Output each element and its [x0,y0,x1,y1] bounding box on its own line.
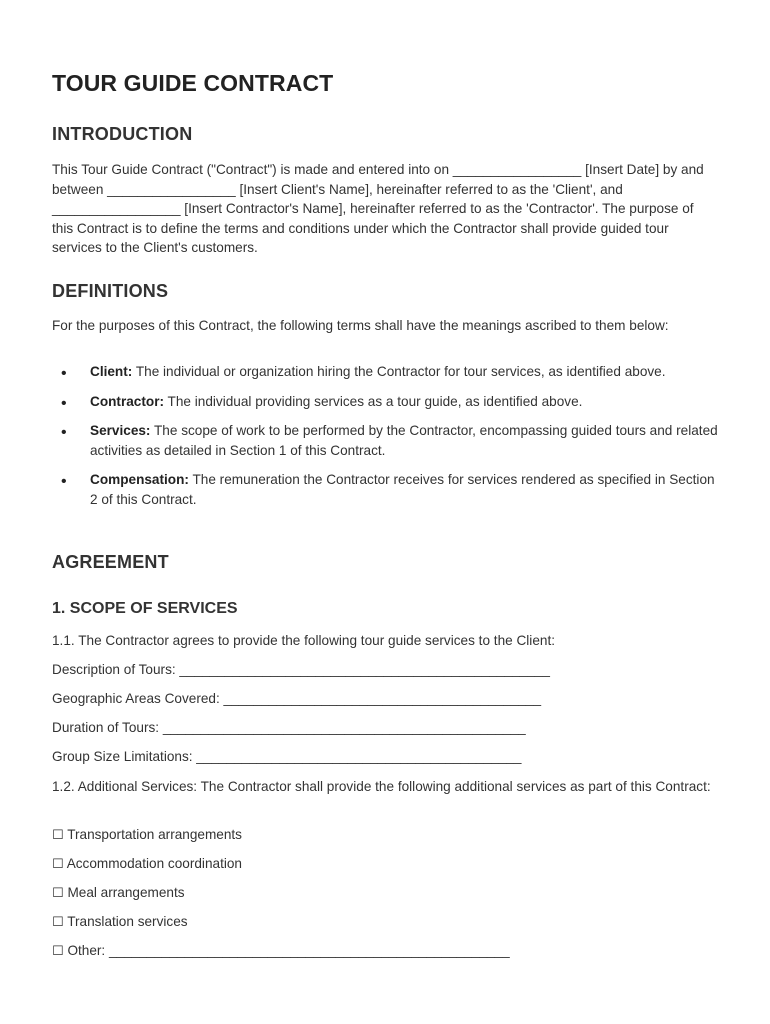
definition-term: Services: [90,423,151,438]
checkbox-other[interactable] [52,941,510,962]
checkbox-icon[interactable]: ☐ [52,828,64,843]
definition-text: The scope of work to be performed by the Contractor, encompassing guided tours and related activities as detailed in Section 1 of this Contract. [90,423,718,458]
introduction-heading: INTRODUCTION [52,124,193,144]
agreement-heading: AGREEMENT [52,552,169,572]
checkbox-meals[interactable] [52,883,185,904]
clause-1-1: 1.1. The Contractor agrees to provide the following tour guide services to the Client: [52,633,555,648]
definitions-heading: DEFINITIONS [52,281,169,301]
definition-term: Compensation: [90,472,189,487]
definition-term: Contractor: [90,393,165,409]
introduction-paragraph: This Tour Guide Contract ("Contract") is made and entered into on _________________ [Insert Date] by and between _________________ [Insert Client's Name], hereinafter referred to as the 'Client', and _________________ [Insert Contractor's Name], hereinafter referred to as the 'Contractor'. The purpose of this Contract is to define the terms and conditions under which the Contractor shall provide guided tour services to the Client's customers. [52,162,704,255]
checkbox-label: Accommodation coordination [66,856,242,871]
checkbox-accommodation[interactable] [52,854,242,875]
checkbox-icon[interactable]: ☐ [52,857,64,872]
document-title: TOUR GUIDE CONTRACT [52,70,334,96]
checkbox-icon[interactable]: ☐ [52,915,64,930]
definition-text: The individual or organization hiring the Contractor for tour services, as identified above. [132,364,666,379]
scope-of-services-heading: 1. SCOPE OF SERVICES [52,600,238,617]
definition-item-client [52,362,720,382]
field-group-size-limitations[interactable]: Group Size Limitations: ___________________________________________ [52,749,522,764]
bullet-icon: • [61,473,67,490]
definition-text: The individual providing services as a tour guide, as identified above. [164,393,583,409]
checkbox-transportation[interactable] [52,825,242,846]
checkbox-icon[interactable]: ☐ [52,886,64,901]
definition-text: The remuneration the Contractor receives for services rendered as specified in Section 2 of this Contract. [90,472,715,507]
checkbox-label: Translation services [67,914,188,929]
checkbox-label: Meal arrangements [67,885,185,900]
checkbox-label: Transportation arrangements [67,827,242,842]
definition-item-contractor [52,392,720,412]
checkbox-icon[interactable]: ☐ [52,944,64,959]
clause-1-2: 1.2. Additional Services: The Contractor shall provide the following additional services as part of this Contract: [52,779,711,794]
definitions-list [52,362,720,509]
definition-item-services [52,421,720,460]
checkbox-label: Other: _____________________________________________________ [67,943,510,958]
definitions-lead: For the purposes of this Contract, the following terms shall have the meanings ascribed to them below: [52,318,669,333]
bullet-icon: • [61,365,67,382]
definition-item-compensation [52,470,720,509]
field-geographic-areas[interactable]: Geographic Areas Covered: __________________________________________ [52,691,542,706]
field-duration-of-tours[interactable]: Duration of Tours: ________________________________________________ [52,720,526,735]
field-description-of-tours[interactable]: Description of Tours: _________________________________________________ [52,662,550,677]
definition-term: Client: [90,364,133,379]
checkbox-translation[interactable] [52,912,188,933]
bullet-icon: • [61,424,67,441]
bullet-icon: • [61,394,67,412]
